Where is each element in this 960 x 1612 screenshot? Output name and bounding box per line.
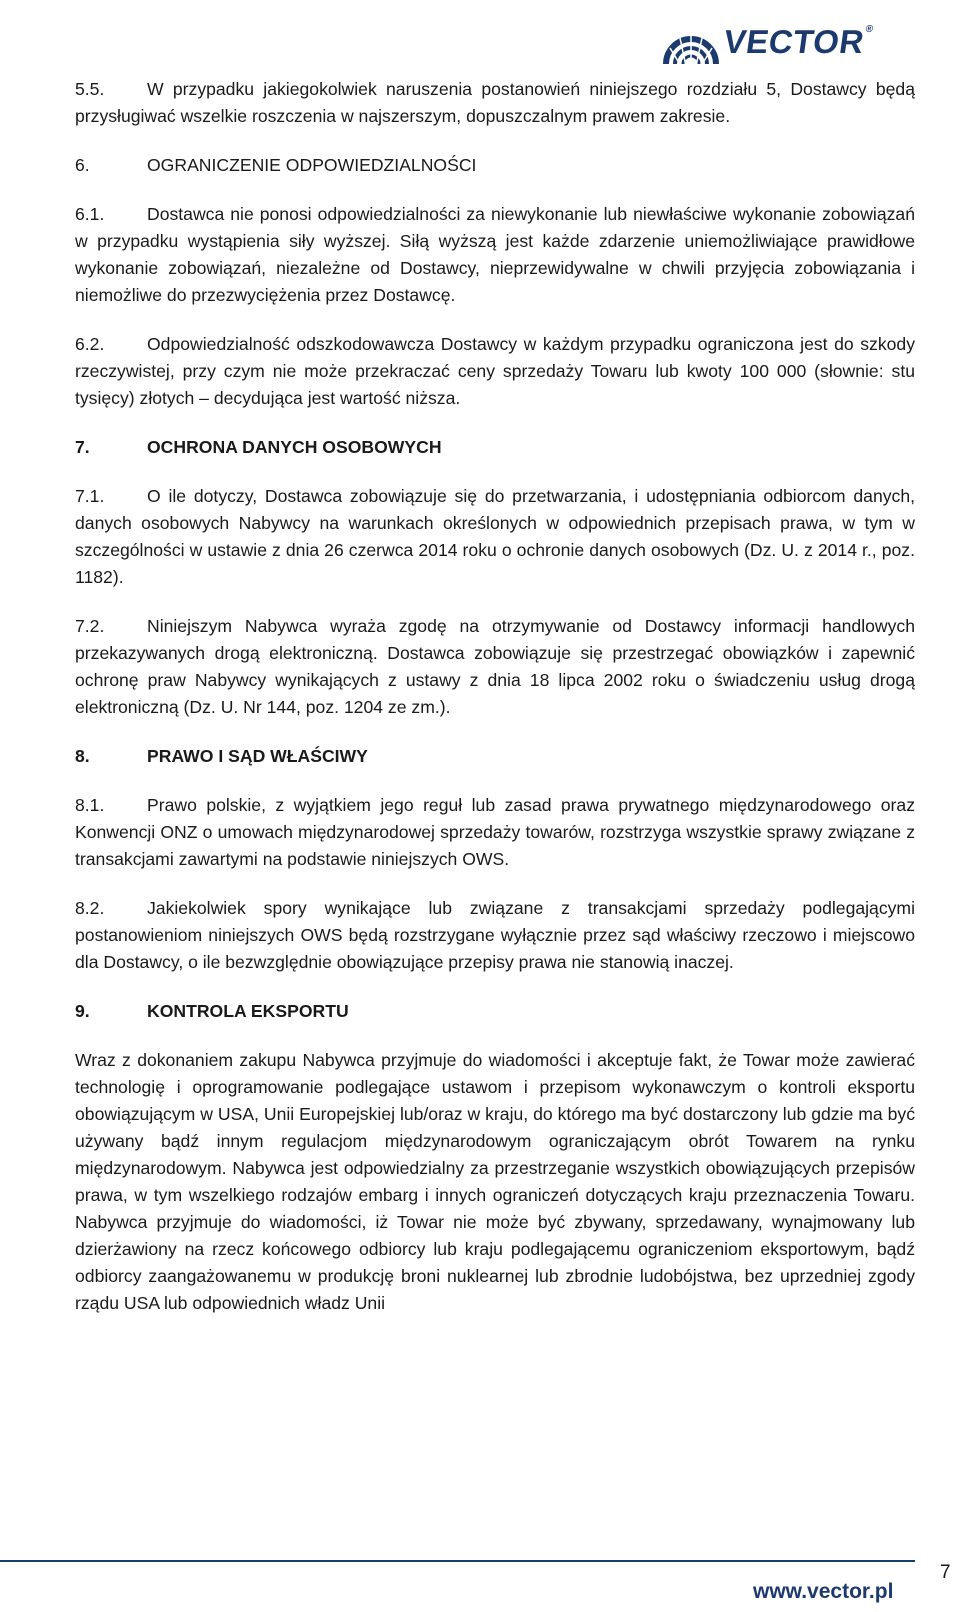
paragraph-7-1: 7.1. O ile dotyczy, Dostawca zobowiązuje się do przetwarzania, i udostępniania odbiorcom danych, danych osobowych Nabywcy na warunkach określonych w odpowiednich przepisach prawa, w tym w szczególności w ustawie z dnia 26 czerwca 2014 roku o ochronie danych osobowych (Dz. U. z 2014 r., poz. 1182). — [75, 486, 915, 587]
logo-wordmark: VECTOR® — [721, 22, 875, 60]
paragraph-6-2: 6.2. Odpowiedzialność odszkodowawcza Dostawcy w każdym przypadku ograniczona jest do szkody rzeczywistej, przy czym nie może przekraczać ceny sprzedaży Towaru lub kwoty 100 000 (słownie: stu tysięcy) złotych – decydująca jest wartość niższa. — [75, 334, 915, 408]
paragraph-7-2: 7.2. Niniejszym Nabywca wyraża zgodę na otrzymywanie od Dostawcy informacji handlowych przekazywanych drogą elektroniczną. Dostawca zobowiązuje się przestrzegać obowiązków i zapewnić ochronę praw Nabywcy wynikających z ustawy z dnia 18 lipca 2002 roku o świadczeniu usług drogą elektroniczną (Dz. U. Nr 144, poz. 1204 ze zm.). — [75, 616, 915, 717]
paragraph-5-5: 5.5. W przypadku jakiegokolwiek naruszenia postanowień niniejszego rozdziału 5, Dostawcy będą przysługiwać wszelkie roszczenia w najszerszym, dopuszczalnym prawem zakresie. — [75, 79, 915, 126]
section-heading-7: 7. OCHRONA DANYCH OSOBOWYCH — [75, 437, 442, 457]
paragraph-8-1: 8.1. Prawo polskie, z wyjątkiem jego reguł lub zasad prawa prywatnego międzynarodowego oraz Konwencji ONZ o umowach międzynarodowej sprzedaży towarów, rozstrzyga wszystkie sprawy związane z transakcjami zawartymi na podstawie niniejszych OWS. — [75, 795, 915, 869]
paragraph-8-2: 8.2. Jakiekolwiek spory wynikające lub związane z transakcjami sprzedaży podlegającymi postanowieniom niniejszych OWS będą rozstrzygane wyłącznie przez sąd właściwy rzeczowo i miejscowo dla Dostawcy, o ile bezwzględnie obowiązujące przepisy prawa nie stanowią inaczej. — [75, 898, 915, 972]
paragraph-6-1: 6.1. Dostawca nie ponosi odpowiedzialności za niewykonanie lub niewłaściwe wykonanie zobowiązań w przypadku wystąpienia siły wyższej. Siłą wyższą jest każde zdarzenie uniemożliwiające prawidłowe wykonanie zobowiązań, niezależne od Dostawcy, nieprzewidywalne w chwili przyjęcia zobowiązania i niemożliwe do przezwyciężenia przez Dostawcę. — [75, 204, 915, 305]
section-heading-8: 8. PRAWO I SĄD WŁAŚCIWY — [75, 746, 368, 766]
section-heading-6: 6. OGRANICZENIE ODPOWIEDZIALNOŚCI — [75, 155, 477, 175]
vector-logo-mark-icon — [660, 6, 722, 66]
section-heading-9: 9. KONTROLA EKSPORTU — [75, 1001, 349, 1021]
vector-logo — [660, 5, 920, 67]
paragraph-9: Wraz z dokonaniem zakupu Nabywca przyjmuje do wiadomości i akceptuje fakt, że Towar może zawierać technologię i oprogramowanie podlegające ustawom i przepisom wykonawczym o kontroli eksportu obowiązującym w USA, Unii Europejskiej lub/oraz w kraju, do którego ma być dostarczony lub gdzie ma być używany bądź innym regulacjom międzynarodowym ograniczającym obrót Towarem na rynku międzynarodowym. Nabywca jest odpowiedzialny za przestrzeganie wszystkich obowiązujących przepisów prawa, w tym wszelkiego rodzajów embarg i innych ograniczeń dotyczących kraju przeznaczenia Towaru. Nabywca przyjmuje do wiadomości, iż Towar nie może być zbywany, sprzedawany, wynajmowany lub dzierżawiony na rzecz końcowego odbiorcy lub kraju podlegającemu ograniczeniom eksportowym, bądź odbiorcy zaangażowanemu w produkcję broni nuklearnej lub zbrodnie ludobójstwa, bez uprzedniej zgody rządu USA lub odpowiednich władz Unii — [75, 1050, 915, 1313]
footer-website-link[interactable]: www.vector.pl — [753, 1580, 894, 1603]
document-body — [75, 76, 915, 1339]
footer-divider — [0, 1560, 915, 1562]
page-number: 7 — [940, 1562, 951, 1583]
